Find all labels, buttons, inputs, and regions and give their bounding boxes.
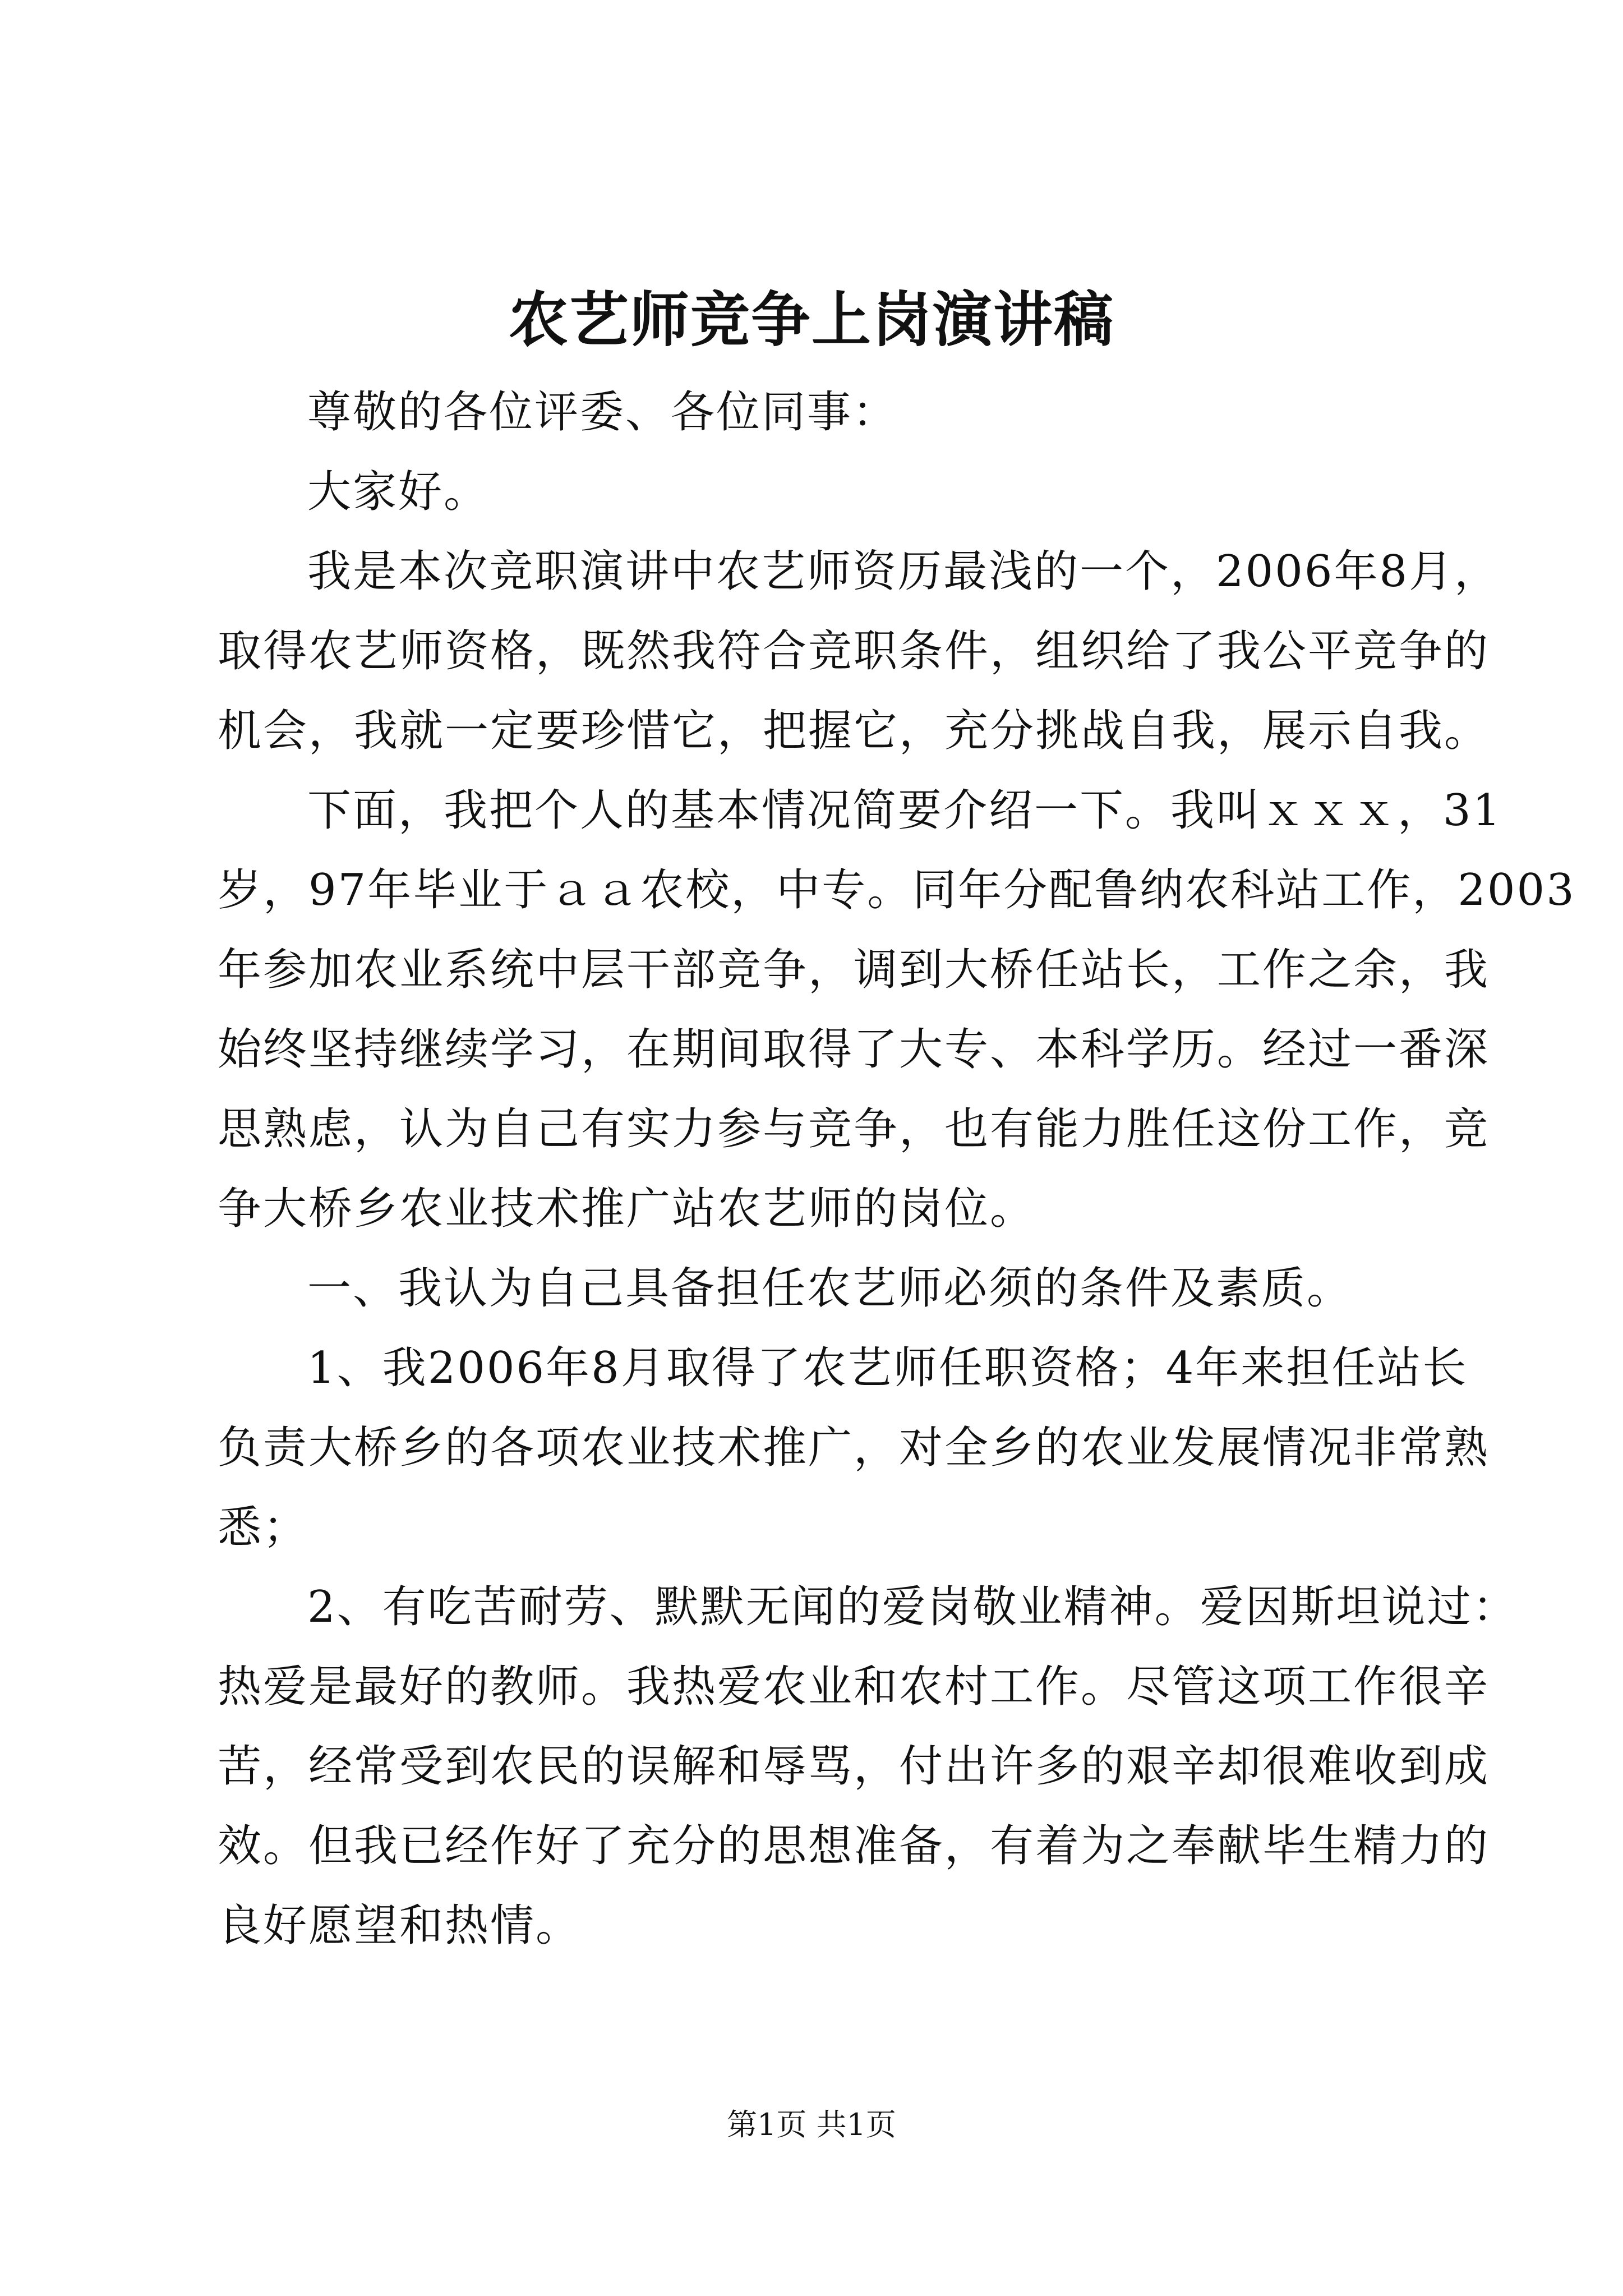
paragraph-line: 热爱是最好的教师。我热爱农业和农村工作。尽管这项工作很辛 — [218, 1662, 1490, 1712]
paragraph-line: 机会，我就一定要珍惜它，把握它，充分挑战自我，展示自我。 — [218, 706, 1490, 756]
paragraph-line: 争大桥乡农业技术推广站农艺师的岗位。 — [218, 1184, 1036, 1234]
paragraph-line: 一、我认为自己具备担任农艺师必须的条件及素质。 — [307, 1263, 1353, 1314]
paragraph-line: 苦，经常受到农民的误解和辱骂，付出许多的艰辛却很难收到成 — [218, 1741, 1490, 1792]
paragraph-line: 年参加农业系统中层干部竞争，调到大桥任站长，工作之余，我 — [218, 945, 1490, 995]
paragraph-line: 始终坚持继续学习，在期间取得了大专、本科学历。经过一番深 — [218, 1024, 1490, 1075]
document-body — [218, 372, 1576, 1966]
document-title: 农艺师竞争上岗演讲稿 — [509, 284, 1114, 355]
paragraph-point-one — [218, 1328, 1490, 1567]
paragraph-point-two — [218, 1567, 1518, 1966]
section-heading-one — [218, 1249, 1423, 1328]
paragraph-line: 2、有吃苦耐劳、默默无闻的爱岗敬业精神。爱因斯坦说过： — [307, 1582, 1518, 1632]
paragraph-line: 1、我2006年8月取得了农艺师任职资格；4年来担任站长 — [307, 1343, 1468, 1393]
paragraph-line: 大家好。 — [307, 467, 490, 517]
paragraph-line: 悉； — [218, 1502, 309, 1553]
paragraph-introduction — [218, 532, 1500, 771]
page-footer: 第1页 共1页 — [727, 2107, 896, 2142]
paragraph-salutation — [218, 372, 1423, 452]
paragraph-line: 下面，我把个人的基本情况简要介绍一下。我叫ｘｘｘ，31 — [307, 785, 1502, 836]
paragraph-line: 负责大桥乡的各项农业技术推广，对全乡的农业发展情况非常熟 — [218, 1423, 1490, 1473]
paragraph-background — [218, 771, 1576, 1249]
paragraph-line: 岁，97年毕业于ａａ农校，中专。同年分配鲁纳农科站工作，2003 — [218, 865, 1576, 915]
paragraph-greeting — [218, 452, 1423, 532]
paragraph-line: 思熟虑，认为自己有实力参与竞争，也有能力胜任这份工作，竞 — [218, 1104, 1490, 1154]
paragraph-line: 取得农艺师资格，既然我符合竞职条件，组织给了我公平竞争的 — [218, 626, 1490, 677]
paragraph-line: 良好愿望和热情。 — [218, 1901, 582, 1951]
paragraph-line: 效。但我已经作好了充分的思想准备，有着为之奉献毕生精力的 — [218, 1821, 1490, 1871]
paragraph-line: 我是本次竞职演讲中农艺师资历最浅的一个，2006年8月， — [307, 546, 1500, 597]
paragraph-line: 尊敬的各位评委、各位同事： — [307, 387, 898, 438]
